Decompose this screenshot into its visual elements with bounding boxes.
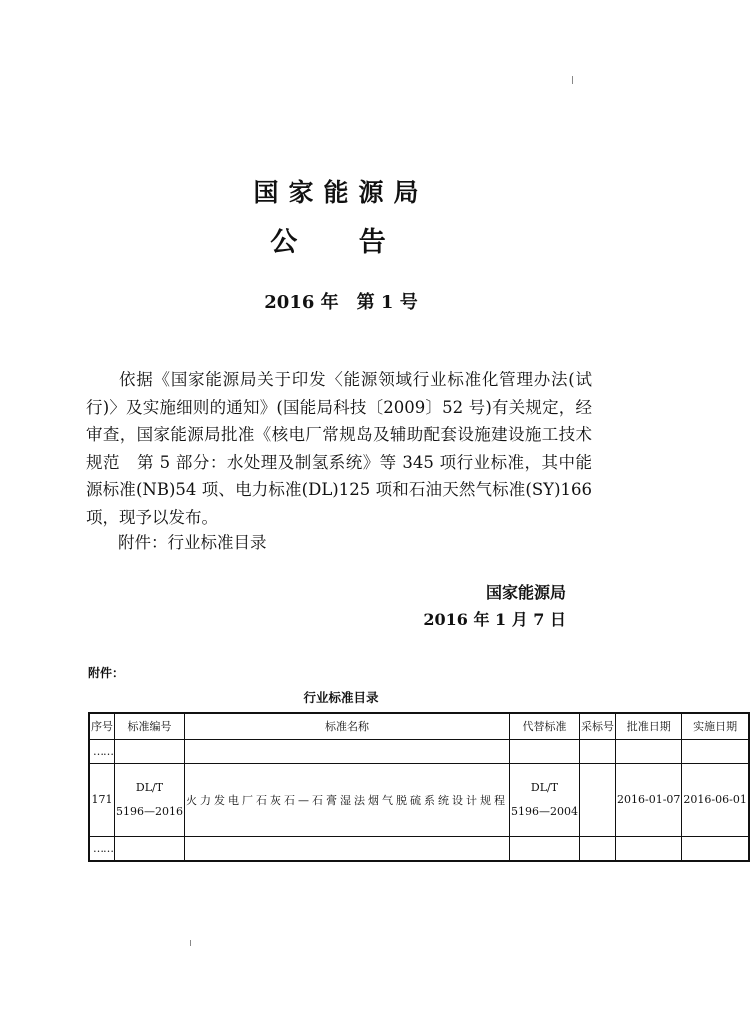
standards-table-title: 行业标准目录 [303,690,379,705]
standards-table [88,712,750,862]
cell-adopt [580,764,616,837]
column-header-code: 标准编号 [115,713,185,740]
signature-organization: 国家能源局 [485,583,566,602]
agency-title: 国家能源局 [253,178,429,207]
scan-speck [572,76,573,84]
attachment-label: 附件： [88,666,125,680]
table-row [89,764,749,837]
column-header-replace: 代替标准 [510,713,580,740]
ellipsis-cell: …… [89,837,115,862]
column-header-effective-date: 实施日期 [682,713,749,740]
column-header-name: 标准名称 [185,713,510,740]
table-row [89,837,749,862]
column-header-adopt: 采标号 [580,713,616,740]
attachment-reference: 附件：行业标准目录 [118,533,267,552]
cell-code [115,764,185,837]
scan-speck [190,940,191,946]
document-type-title: 公 告 [270,227,412,258]
cell-name: 火力发电厂石灰石—石膏湿法烟气脱硫系统设计规程 [185,764,510,837]
announcement-paragraph: 依据《国家能源局关于印发〈能源领域行业标准化管理办法(试行)〉及实施细则的通知》(国能局科技〔2009〕52 号)有关规定，经审查，国家能源局批准《核电厂常规岛及辅助配套设施建设施工技术规范 第 5 部分：水处理及制氢系统》等 345 项行业标准，其中能源标准(NB)54 项、电力标准(DL)125 项和石油天然气标准(SY)166 项，现予以发布。 [86,370,592,527]
cell-approve-date: 2016-01-07 [616,764,682,837]
table-header-row [89,713,749,740]
column-header-seq: 序号 [89,713,115,740]
cell-code-number: 5196—2016 [116,805,183,818]
cell-replace [510,764,580,837]
table-row [89,740,749,764]
ellipsis-cell: …… [89,740,115,764]
announcement-body [86,366,592,531]
cell-code-prefix: DL/T [135,781,164,794]
column-header-approve-date: 批准日期 [616,713,682,740]
cell-replace-number: 5196—2004 [511,805,578,818]
cell-replace-prefix: DL/T [530,781,559,794]
cell-seq: 171 [89,764,115,837]
signature-date: 2016 年 1 月 7 日 [423,610,566,629]
cell-effective-date: 2016-06-01 [682,764,749,837]
issue-number: 2016 年 第 1 号 [264,292,418,313]
